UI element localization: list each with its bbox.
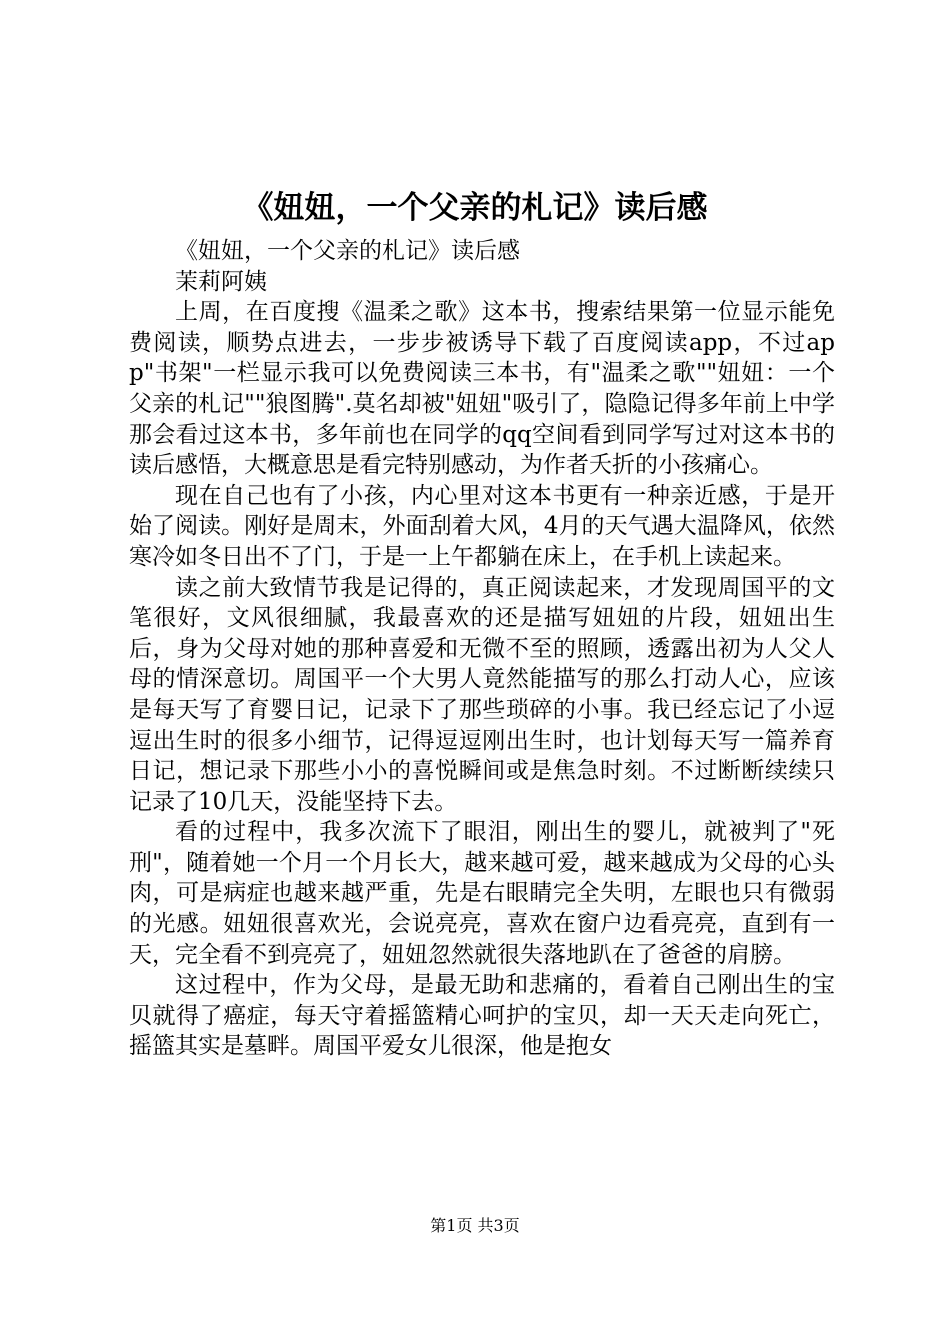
paragraph: 现在自己也有了小孩，内心里对这本书更有一种亲近感，于是开始了阅读。刚好是周末，外面刮着大风，4月的天气遇大温降风，依然寒冷如冬日出不了门，于是一上午都躺在床上，在手机上读起来。 [129, 482, 835, 570]
author-line: 茉莉阿姨 [175, 268, 267, 295]
page-title: 《妞妞，一个父亲的札记》读后感 [242, 190, 708, 226]
document-body [129, 236, 835, 1062]
page-footer: 第1页 共3页 [430, 1216, 520, 1235]
paragraph: 上周，在百度搜《温柔之歌》这本书，搜索结果第一位显示能免费阅读，顺势点进去，一步步被诱导下载了百度阅读app，不过app"书架"一栏显示我可以免费阅读三本书，有"温柔之歌""妞妞：一个父亲的札记""狼图腾".莫名却被"妞妞"吸引了，隐隐记得多年前上中学那会看过这本书，多年前也在同学的qq空间看到同学写过对这本书的读后感悟，大概意思是看完特别感动，为作者夭折的小孩痛心。 [129, 299, 835, 479]
paragraph: 读之前大致情节我是记得的，真正阅读起来，才发现周国平的文笔很好，文风很细腻，我最喜欢的还是描写妞妞的片段，妞妞出生后，身为父母对她的那种喜爱和无微不至的照顾，透露出初为人父人母的情深意切。周国平一个大男人竟然能描写的那么打动人心，应该是每天写了育婴日记，记录下了那些琐碎的小事。我已经忘记了小逗逗出生时的很多小细节，记得逗逗刚出生时，也计划每天写一篇养育日记，想记录下那些小小的喜悦瞬间或是焦急时刻。不过断断续续只记录了10几天，没能坚持下去。 [129, 574, 835, 815]
paragraph: 这过程中，作为父母，是最无助和悲痛的，看着自己刚出生的宝贝就得了癌症，每天守着摇篮精心呵护的宝贝，却一天天走向死亡，摇篮其实是墓畔。周国平爱女儿很深，他是抱女 [129, 972, 835, 1060]
subtitle-line: 《妞妞，一个父亲的札记》读后感 [175, 238, 520, 264]
paragraph: 看的过程中，我多次流下了眼泪，刚出生的婴儿，就被判了"死刑"，随着她一个月一个月长大，越来越可爱，越来越成为父母的心头肉，可是病症也越来越严重，先是右眼睛完全失明，左眼也只有微弱的光感。妞妞很喜欢光，会说亮亮，喜欢在窗户边看亮亮，直到有一天，完全看不到亮亮了，妞妞忽然就很失落地趴在了爸爸的肩膀。 [129, 819, 835, 968]
